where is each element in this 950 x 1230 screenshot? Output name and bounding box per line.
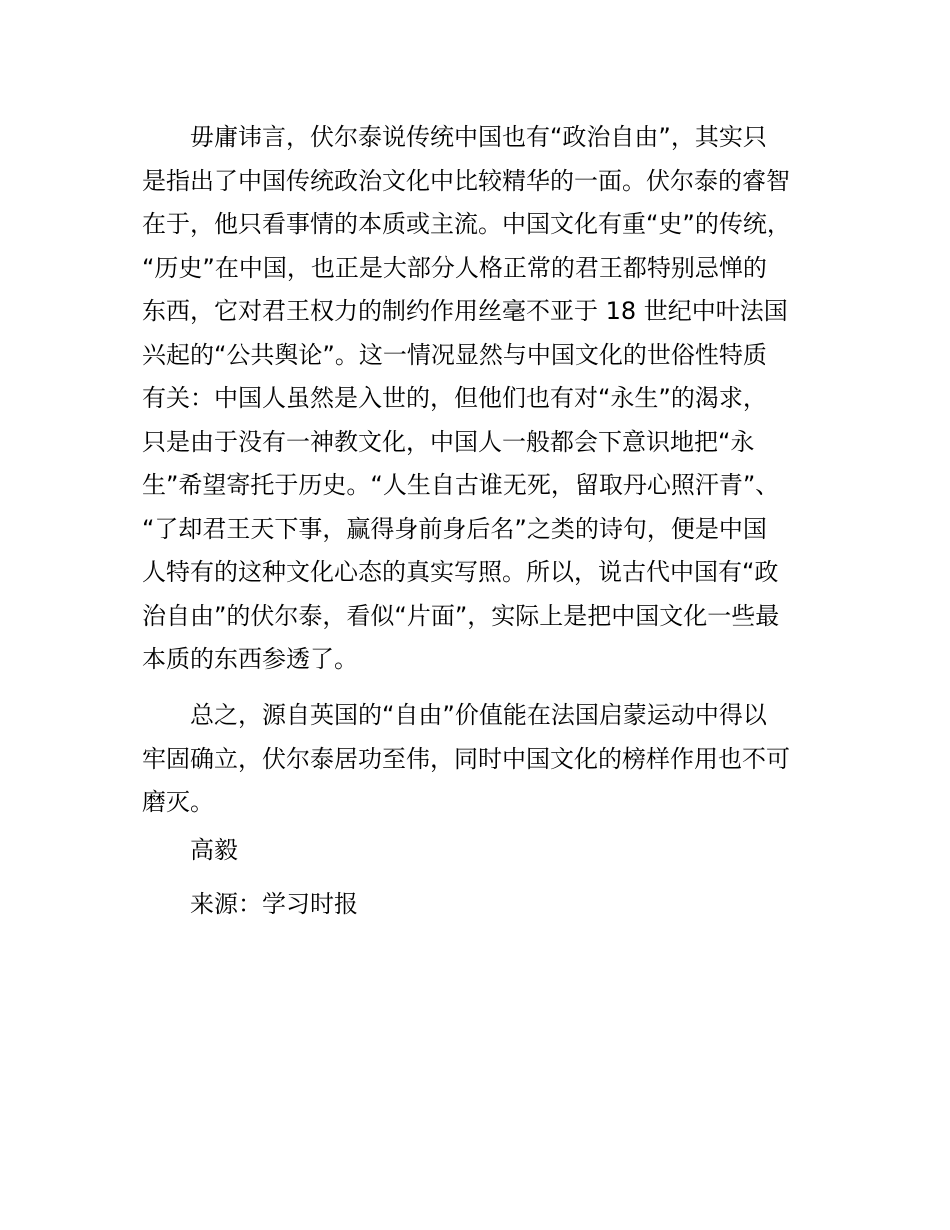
text-line: 牢固确立，伏尔泰居功至伟，同时中国文化的榜样作用也不可 — [142, 744, 790, 773]
text-line: 磨灭。 — [142, 788, 214, 816]
text-line: 生”希望寄托于历史。“人生自古谁无死，留取丹心照汗青”、 — [142, 471, 780, 499]
text-line: 只是由于没有一神教文化，中国人一般都会下意识地把“永 — [142, 427, 755, 456]
paragraph-voltaire-political-freedom — [142, 116, 842, 682]
text-line: 兴起的“公共舆论”。这一情况显然与中国文化的世俗性特质 — [142, 340, 767, 369]
text-line: “历史”在中国，也正是大部分人格正常的君王都特别忌惮的 — [142, 253, 767, 282]
text-line: 在于，他只看事情的本质或主流。中国文化有重“史”的传统， — [142, 210, 791, 238]
text-line: 人特有的这种文化心态的真实写照。所以，说古代中国有“政 — [142, 558, 779, 586]
source-text: 来源：学习时报 — [190, 890, 358, 918]
text-line: 治自由”的伏尔泰，看似“片面”，实际上是把中国文化一些最 — [142, 601, 780, 630]
text-line: 毋庸讳言，伏尔泰说传统中国也有“政治自由”，其实只 — [190, 123, 767, 151]
author-line — [142, 829, 842, 873]
source-line — [142, 883, 842, 927]
text-line: 东西，它对君王权力的制约作用丝毫不亚于 18 世纪中叶法国 — [142, 297, 788, 325]
author-name: 高毅 — [190, 836, 238, 864]
paragraph-conclusion — [142, 694, 842, 825]
text-line: 是指出了中国传统政治文化中比较精华的一面。伏尔泰的睿智 — [142, 166, 790, 195]
text-line: 有关：中国人虽然是入世的，但他们也有对“永生”的渴求， — [142, 384, 767, 412]
text-line: 总之，源自英国的“自由”价值能在法国启蒙运动中得以 — [190, 701, 767, 729]
text-line: “了却君王天下事，赢得身前身后名”之类的诗句，便是中国 — [142, 514, 767, 543]
text-line: 本质的东西参透了。 — [142, 645, 358, 673]
